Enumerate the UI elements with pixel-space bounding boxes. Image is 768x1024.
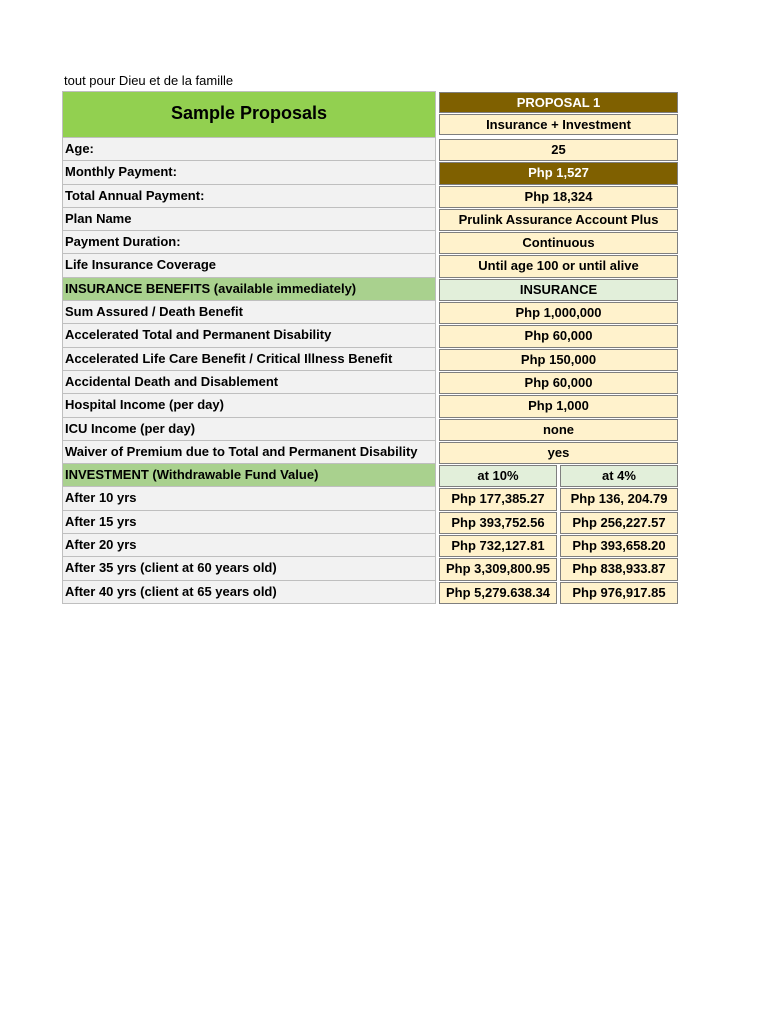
row-label-critical-illness: Accelerated Life Care Benefit / Critical Illness Benefit [62, 348, 436, 371]
row-value-monthly-payment: Php 1,527 [439, 162, 678, 184]
row-value-tpd: Php 60,000 [439, 325, 678, 347]
row-label-age: Age: [62, 138, 436, 161]
section-row-investment [62, 464, 678, 487]
table-row [62, 534, 678, 557]
section-row-insurance [62, 278, 678, 301]
row-label-10yrs: After 10 yrs [62, 487, 436, 510]
value-10yrs-4pct: Php 136, 204.79 [560, 488, 678, 510]
value-40yrs-10pct: Php 5,279.638.34 [439, 582, 557, 604]
title-row [62, 91, 678, 138]
row-value-accidental-death: Php 60,000 [439, 372, 678, 394]
table-row [62, 394, 678, 417]
section-value-insurance: INSURANCE [439, 279, 678, 301]
table-row [62, 511, 678, 534]
row-value-coverage: Until age 100 or until alive [439, 255, 678, 277]
row-label-accidental-death: Accidental Death and Disablement [62, 371, 436, 394]
value-10yrs-10pct: Php 177,385.27 [439, 488, 557, 510]
table-row [62, 581, 678, 604]
row-value-hospital-income: Php 1,000 [439, 395, 678, 417]
row-label-15yrs: After 15 yrs [62, 511, 436, 534]
row-value-icu-income: none [439, 419, 678, 441]
value-15yrs-4pct: Php 256,227.57 [560, 512, 678, 534]
row-value-critical-illness: Php 150,000 [439, 349, 678, 371]
row-label-35yrs: After 35 yrs (client at 60 years old) [62, 557, 436, 580]
table-row [62, 487, 678, 510]
row-label-annual-payment: Total Annual Payment: [62, 185, 436, 208]
value-40yrs-4pct: Php 976,917.85 [560, 582, 678, 604]
table-row [62, 254, 678, 277]
table-row [62, 557, 678, 580]
row-value-annual-payment: Php 18,324 [439, 186, 678, 208]
value-20yrs-4pct: Php 393,658.20 [560, 535, 678, 557]
section-label-insurance: INSURANCE BENEFITS (available immediately) [62, 278, 436, 301]
value-20yrs-10pct: Php 732,127.81 [439, 535, 557, 557]
table-row [62, 418, 678, 441]
row-label-monthly-payment: Monthly Payment: [62, 161, 436, 184]
row-label-payment-duration: Payment Duration: [62, 231, 436, 254]
proposal-label: PROPOSAL 1 [439, 92, 678, 113]
table-row [62, 324, 678, 347]
section-label-investment: INVESTMENT (Withdrawable Fund Value) [62, 464, 436, 487]
table-row [62, 301, 678, 324]
proposal-type: Insurance + Investment [439, 114, 678, 135]
value-15yrs-10pct: Php 393,752.56 [439, 512, 557, 534]
table-row [62, 185, 678, 208]
proposal-table [62, 91, 678, 604]
row-label-40yrs: After 40 yrs (client at 65 years old) [62, 581, 436, 604]
row-label-20yrs: After 20 yrs [62, 534, 436, 557]
row-label-waiver: Waiver of Premium due to Total and Permanent Disability [62, 441, 436, 464]
table-row [62, 208, 678, 231]
table-title: Sample Proposals [62, 91, 436, 138]
table-row [62, 348, 678, 371]
row-label-icu-income: ICU Income (per day) [62, 418, 436, 441]
row-value-payment-duration: Continuous [439, 232, 678, 254]
table-row [62, 138, 678, 161]
row-value-sum-assured: Php 1,000,000 [439, 302, 678, 324]
value-35yrs-10pct: Php 3,309,800.95 [439, 558, 557, 580]
row-label-tpd: Accelerated Total and Permanent Disability [62, 324, 436, 347]
row-label-sum-assured: Sum Assured / Death Benefit [62, 301, 436, 324]
header-note: tout pour Dieu et de la famille [64, 73, 234, 88]
row-label-plan-name: Plan Name [62, 208, 436, 231]
row-label-hospital-income: Hospital Income (per day) [62, 394, 436, 417]
value-35yrs-4pct: Php 838,933.87 [560, 558, 678, 580]
table-row [62, 371, 678, 394]
row-value-waiver: yes [439, 442, 678, 464]
column-header-10pct: at 10% [439, 465, 557, 487]
row-label-coverage: Life Insurance Coverage [62, 254, 436, 277]
column-header-4pct: at 4% [560, 465, 678, 487]
table-row [62, 161, 678, 184]
row-value-plan-name: Prulink Assurance Account Plus [439, 209, 678, 231]
table-row [62, 441, 678, 464]
table-row [62, 231, 678, 254]
row-value-age: 25 [439, 139, 678, 161]
